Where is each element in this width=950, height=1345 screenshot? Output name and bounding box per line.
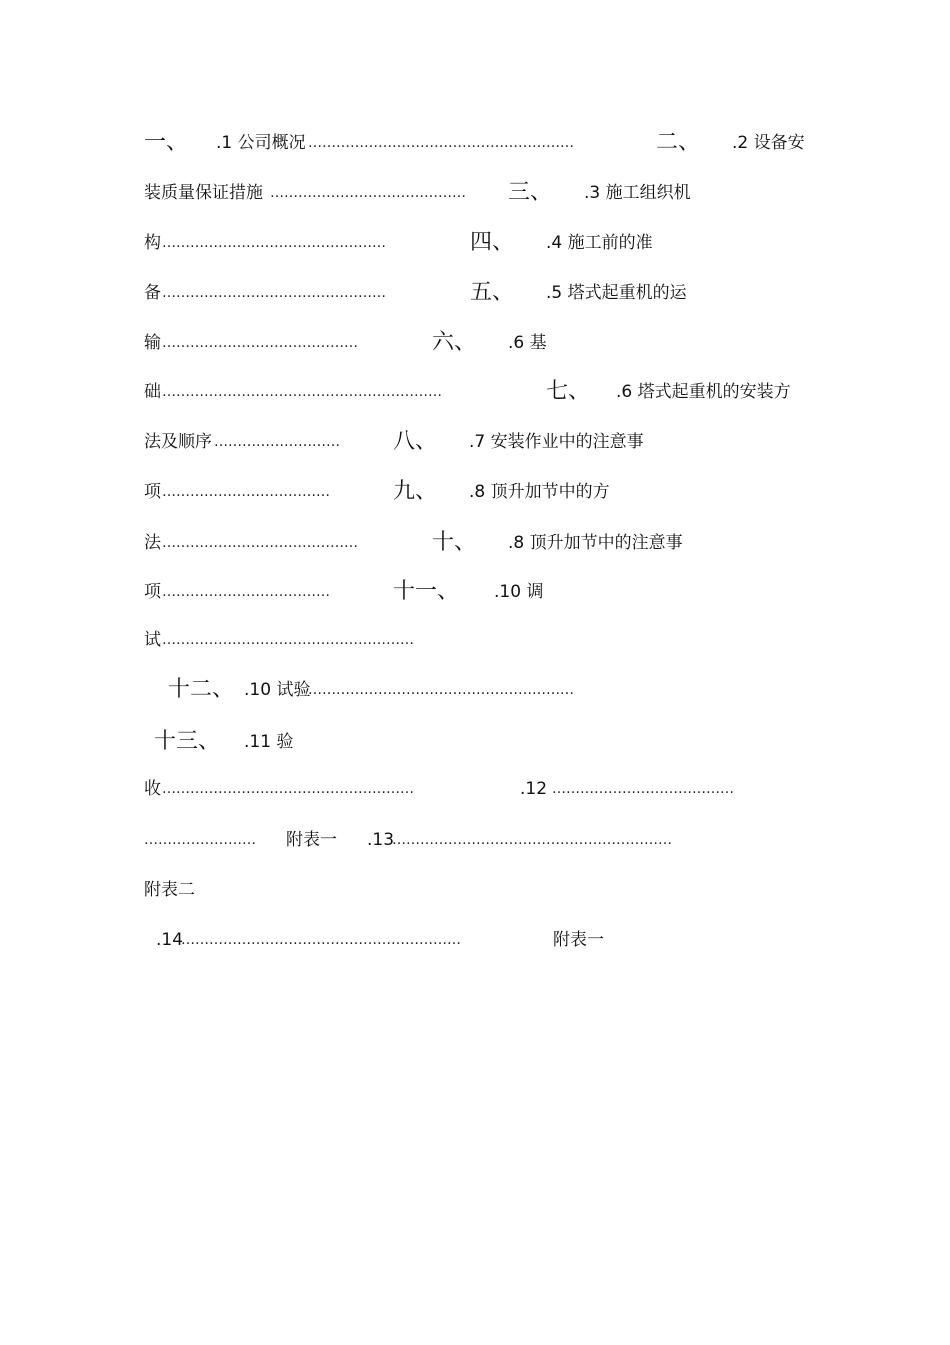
dot-leader: …………………………………………………… — [392, 832, 672, 848]
section-number: 三、 — [508, 180, 553, 205]
toc-entry-title[interactable]: 础 — [144, 382, 161, 402]
toc-entry-title[interactable]: .10 调 — [494, 582, 544, 602]
toc-entry-title[interactable]: .2 设备安 — [732, 133, 805, 153]
toc-entry-title[interactable]: 构 — [144, 233, 161, 253]
toc-entry-title[interactable]: .1 公司概况 — [216, 133, 306, 153]
toc-entry-title[interactable]: .3 施工组织机 — [584, 183, 691, 203]
toc-entry-title[interactable]: 附表二 — [144, 880, 195, 900]
toc-entry-title[interactable]: .5 塔式起重机的运 — [546, 283, 687, 303]
section-number: 四、 — [470, 230, 515, 255]
section-number: 五、 — [470, 280, 515, 305]
toc-entry-title[interactable]: .10 试验 — [244, 680, 311, 700]
toc-entry-title[interactable]: 输 — [144, 333, 161, 353]
dot-leader: ………………………………………………… — [308, 135, 574, 151]
dot-leader: …………………………………………………… — [181, 932, 461, 948]
section-number: 六、 — [432, 330, 477, 355]
dot-leader: ……………………………………………… — [162, 632, 414, 648]
dot-leader: ………………………………………… — [162, 235, 386, 251]
toc-entry-title[interactable]: .6 基 — [508, 333, 547, 353]
toc-entry-title[interactable]: .14 — [156, 930, 184, 950]
toc-entry-title[interactable]: 法及顺序 — [144, 432, 212, 452]
toc-entry-title[interactable]: .6 塔式起重机的安装方 — [616, 382, 791, 402]
toc-entry-title[interactable]: 备 — [144, 283, 161, 303]
dot-leader: ……………………………… — [162, 584, 330, 600]
dot-leader: …………………………………… — [270, 185, 466, 201]
section-number: 九、 — [393, 479, 438, 504]
toc-entry-title[interactable]: .7 安装作业中的注意事 — [469, 432, 644, 452]
section-number: 七、 — [546, 379, 591, 404]
dot-leader: …………………………………… — [162, 535, 358, 551]
toc-entry-title[interactable]: .12 — [520, 779, 548, 799]
toc-entry-title[interactable]: 收 — [144, 779, 161, 799]
section-number: 十二、 — [168, 677, 235, 702]
toc-entry-title[interactable]: .11 验 — [244, 732, 294, 752]
dot-leader: ……………………………………………… — [162, 781, 414, 797]
toc-entry-title[interactable]: 附表一 — [553, 930, 604, 950]
toc-entry-title[interactable]: 试 — [144, 630, 161, 650]
toc-entry-title[interactable]: 法 — [144, 533, 161, 553]
dot-leader: ………………………………………… — [162, 285, 386, 301]
toc-entry-title[interactable]: 项 — [144, 482, 161, 502]
dot-leader: …………………… — [144, 832, 256, 848]
dot-leader: …………………………………………………… — [162, 384, 442, 400]
toc-entry-title[interactable]: 附表一 — [286, 830, 337, 850]
section-number: 八、 — [393, 429, 438, 454]
toc-entry-title[interactable]: .8 顶升加节中的方 — [469, 482, 610, 502]
section-number: 十三、 — [154, 729, 221, 754]
toc-entry-title[interactable]: .8 顶升加节中的注意事 — [508, 533, 683, 553]
section-number: 一、 — [144, 130, 189, 155]
section-number: 十、 — [432, 530, 477, 555]
dot-leader: ………………………………………………… — [308, 682, 574, 698]
dot-leader: ……………………… — [214, 434, 340, 450]
section-number: 十一、 — [393, 579, 460, 604]
section-number: 二、 — [656, 130, 701, 155]
toc-entry-title[interactable]: 项 — [144, 582, 161, 602]
toc-entry-title[interactable]: .13 — [367, 830, 395, 850]
dot-leader: …………………………………… — [162, 335, 358, 351]
toc-entry-title[interactable]: 装质量保证措施 — [144, 183, 263, 203]
dot-leader: ………………………………… — [552, 781, 734, 797]
dot-leader: ……………………………… — [162, 484, 330, 500]
toc-entry-title[interactable]: .4 施工前的准 — [546, 233, 653, 253]
